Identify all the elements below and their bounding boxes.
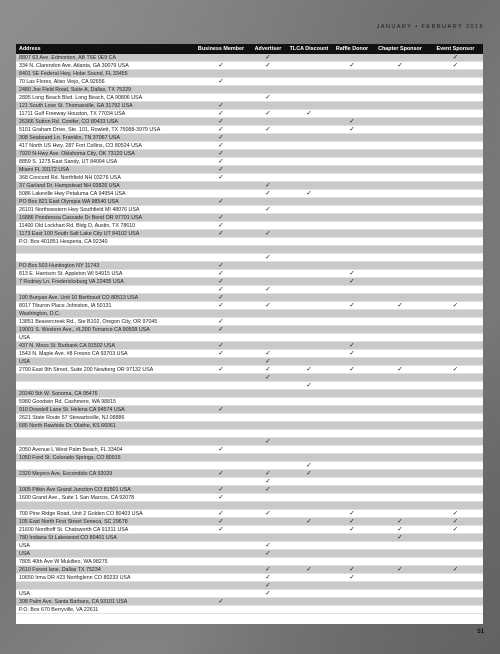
address-cell: 1005 Pitkin Ave Grand Junction CO 81501 USA (19, 486, 131, 493)
address-cell: 7805 40th Ave W Mukilteo, WA 98275 (19, 558, 108, 565)
table-row (16, 606, 483, 614)
business-member-check-icon: ✓ (218, 277, 224, 285)
business-member-check-icon: ✓ (218, 597, 224, 605)
raffle-donor-check-icon: ✓ (349, 341, 355, 349)
tlca-discount-check-icon: ✓ (306, 565, 312, 573)
chapter-sponsor-check-icon: ✓ (397, 301, 403, 309)
address-cell: USA (19, 590, 30, 597)
raffle-donor-check-icon: ✓ (349, 349, 355, 357)
address-cell: USA (19, 542, 30, 549)
address-cell: 1173 East 100 South Salt Lake City UT 84102 USA (19, 230, 140, 237)
business-member-check-icon: ✓ (218, 197, 224, 205)
business-member-check-icon: ✓ (218, 341, 224, 349)
address-cell: 2610 Forest lane, Dallas TX 75234 (19, 566, 101, 573)
address-cell: P.O. Box 670 Berryville, VA 22611 (19, 606, 99, 613)
chapter-sponsor-check-icon: ✓ (397, 61, 403, 69)
address-cell: 334 N. Clarendon Ave. Atlanta, GA 30079 USA (19, 62, 129, 69)
address-cell: P.O. Box 401851 Hesperia, CA 92340 (19, 238, 108, 245)
address-cell: 21600 Nordhoff St. Chatsworth CA 91311 USA (19, 526, 129, 533)
tlca-discount-check-icon: ✓ (306, 469, 312, 477)
business-member-check-icon: ✓ (218, 101, 224, 109)
column-header-event-sponsor: Event Sponsor (436, 46, 475, 52)
advertiser-check-icon: ✓ (265, 125, 271, 133)
advertiser-check-icon: ✓ (265, 437, 271, 445)
business-member-check-icon: ✓ (218, 301, 224, 309)
advertiser-check-icon: ✓ (265, 509, 271, 517)
address-cell: 1543 N. Maple Ave. #8 Fresno CA 93703 USA (19, 350, 128, 357)
advertiser-check-icon: ✓ (265, 109, 271, 117)
business-member-check-icon: ✓ (218, 485, 224, 493)
raffle-donor-check-icon: ✓ (349, 573, 355, 581)
address-cell: 8401 SE Federal Hwy, Hobe Sound, FL 33455 (19, 70, 128, 77)
business-member-check-icon: ✓ (218, 165, 224, 173)
address-cell: 2700 East 9th Street, Suite 200 Newberg OR 97132 USA (19, 366, 154, 373)
address-cell: USA (19, 550, 30, 557)
address-cell: 5101 Graham Drive, Ste. 101, Rowlett, TX 75088-3979 USA (19, 126, 161, 133)
advertiser-check-icon: ✓ (265, 93, 271, 101)
address-cell: 8017 Tiburon Place Johnston, IA 50131 (19, 302, 112, 309)
address-cell: 417 North US Hwy. 287 Fort Collins, CO 80524 USA (19, 142, 142, 149)
raffle-donor-check-icon: ✓ (349, 365, 355, 373)
address-cell: Miami FL 33172 USA (19, 166, 70, 173)
advertiser-check-icon: ✓ (265, 285, 271, 293)
table-row (16, 494, 483, 502)
column-header-chapter-sponsor: Chapter Sponsor (378, 46, 422, 52)
raffle-donor-check-icon: ✓ (349, 525, 355, 533)
advertiser-check-icon: ✓ (265, 253, 271, 261)
address-cell: PO Box 503 Huntington NY 11743 (19, 262, 100, 269)
advertiser-check-icon: ✓ (265, 181, 271, 189)
advertiser-check-icon: ✓ (265, 589, 271, 597)
business-member-check-icon: ✓ (218, 293, 224, 301)
business-member-check-icon: ✓ (218, 157, 224, 165)
business-member-check-icon: ✓ (218, 173, 224, 181)
address-cell: 16886 Ponderosa Cascade Dr Bend OR 97701 USA (19, 214, 143, 221)
business-member-check-icon: ✓ (218, 125, 224, 133)
advertiser-check-icon: ✓ (265, 573, 271, 581)
advertiser-check-icon: ✓ (265, 229, 271, 237)
address-cell: 700 Pine Ridge Road, Unit 2 Golden CO 80403 USA (19, 510, 143, 517)
table-row (16, 238, 483, 246)
business-member-check-icon: ✓ (218, 213, 224, 221)
business-member-check-icon: ✓ (218, 493, 224, 501)
address-cell: 2480 Joe Field Road, Suite A, Dallas, TX 75229 (19, 86, 132, 93)
address-cell: 26366 Sutton Rd. Conifer, CO 80433 USA (19, 118, 118, 125)
table-row (16, 78, 483, 86)
address-cell: 780 Indiana St Lakewood CO 80401 USA (19, 534, 117, 541)
address-cell: 1050 Ford St. Colorado Springs, CO 80915 (19, 454, 121, 461)
address-cell: 7920 N-Hwy Ave. Oklahoma City, OK 73120 USA (19, 150, 135, 157)
raffle-donor-check-icon: ✓ (349, 301, 355, 309)
address-cell: 2621 State Route 57 Stewartsville, NJ 08886 (19, 414, 125, 421)
raffle-donor-check-icon: ✓ (349, 565, 355, 573)
business-member-check-icon: ✓ (218, 61, 224, 69)
table-row (16, 62, 483, 70)
address-cell: 11400 Old Lockhart Rd, Bldg D, Austin, TX 78610 (19, 222, 136, 229)
tlca-discount-check-icon: ✓ (306, 189, 312, 197)
raffle-donor-check-icon: ✓ (349, 509, 355, 517)
chapter-sponsor-check-icon: ✓ (397, 517, 403, 525)
raffle-donor-check-icon: ✓ (349, 117, 355, 125)
tlca-discount-check-icon: ✓ (306, 517, 312, 525)
chapter-sponsor-check-icon: ✓ (397, 525, 403, 533)
table-row (16, 454, 483, 462)
column-header-raffle-donor: Raffle Donor (335, 46, 369, 52)
business-member-check-icon: ✓ (218, 445, 224, 453)
chapter-sponsor-check-icon: ✓ (397, 365, 403, 373)
business-member-check-icon: ✓ (218, 109, 224, 117)
event-sponsor-check-icon: ✓ (452, 61, 459, 69)
table-row (16, 326, 483, 334)
column-header-advertiser: Advertiser (254, 46, 282, 52)
address-cell: 19001 S. Western Ave., #L200 Torrance CA 90509 USA (19, 326, 150, 333)
business-member-check-icon: ✓ (218, 525, 224, 533)
business-member-check-icon: ✓ (218, 317, 224, 325)
advertiser-check-icon: ✓ (265, 477, 271, 485)
address-cell: 37 Garland Dr. Hampstead NH 03826 USA (19, 182, 120, 189)
address-cell: 5980 Goodwin Rd. Cashmere, WA 98815 (19, 398, 116, 405)
address-cell: USA (19, 358, 30, 365)
raffle-donor-check-icon: ✓ (349, 269, 355, 277)
event-sponsor-check-icon: ✓ (452, 525, 459, 533)
advertiser-check-icon: ✓ (265, 189, 271, 197)
event-sponsor-check-icon: ✓ (452, 517, 459, 525)
table-row (16, 390, 483, 398)
advertiser-check-icon: ✓ (265, 541, 271, 549)
business-member-check-icon: ✓ (218, 117, 224, 125)
advertiser-check-icon: ✓ (265, 301, 271, 309)
advertiser-check-icon: ✓ (265, 53, 271, 61)
event-sponsor-check-icon: ✓ (452, 301, 459, 309)
address-cell: 70 Las Flores, Aliso Viejo, CA 92656 (19, 78, 105, 85)
business-member-check-icon: ✓ (218, 349, 224, 357)
raffle-donor-check-icon: ✓ (349, 517, 355, 525)
business-member-check-icon: ✓ (218, 365, 224, 373)
address-cell: 5086 Lakeville Hwy Petaluma CA 94954 USA (19, 190, 126, 197)
address-cell: Washington, D.C. (19, 310, 61, 317)
table-row (16, 550, 483, 558)
tlca-discount-check-icon: ✓ (306, 381, 312, 389)
raffle-donor-check-icon: ✓ (349, 125, 355, 133)
table-row (16, 406, 483, 414)
advertiser-check-icon: ✓ (265, 549, 271, 557)
chapter-sponsor-check-icon: ✓ (397, 533, 403, 541)
table-row (16, 374, 483, 382)
raffle-donor-check-icon: ✓ (349, 277, 355, 285)
address-cell: 10650 Irma DR #23 Northglenn CO 80233 USA (19, 574, 131, 581)
advertiser-check-icon: ✓ (265, 373, 271, 381)
advertiser-check-icon: ✓ (265, 349, 271, 357)
table-row (16, 422, 483, 430)
address-cell: 11711 Gulf Freeway Houston, TX 77034 USA (19, 110, 126, 117)
table-header (16, 44, 483, 54)
address-cell: 2050 Avenue L West Palm Beach, FL 33404 (19, 446, 123, 453)
address-cell: 20240 5th W. Sonoma, CA 95476 (19, 390, 98, 397)
business-member-check-icon: ✓ (218, 285, 224, 293)
tlca-discount-check-icon: ✓ (306, 461, 312, 469)
column-header-address: Address (19, 46, 41, 52)
business-member-check-icon: ✓ (218, 509, 224, 517)
address-cell: 1600 Grand Ave., Suite 1 San Marcos, CA 92078 (19, 494, 135, 501)
advertiser-check-icon: ✓ (265, 565, 271, 573)
advertiser-check-icon: ✓ (265, 61, 271, 69)
table-row (16, 302, 483, 310)
business-member-check-icon: ✓ (218, 141, 224, 149)
advertiser-check-icon: ✓ (265, 205, 271, 213)
address-cell: 190 Bunyan Ave. Unit 10 Berthoud CO 80513 USA (19, 294, 139, 301)
directory-table (16, 44, 483, 624)
table-row (16, 414, 483, 422)
address-cell: USA (19, 334, 30, 341)
business-member-check-icon: ✓ (218, 261, 224, 269)
business-member-check-icon: ✓ (218, 325, 224, 333)
address-cell: 2320 Meyers Ave, Escondido CA 92029 (19, 470, 113, 477)
business-member-check-icon: ✓ (218, 77, 224, 85)
advertiser-check-icon: ✓ (265, 469, 271, 477)
advertiser-check-icon: ✓ (265, 365, 271, 373)
business-member-check-icon: ✓ (218, 229, 224, 237)
address-cell: 2895 Long Beach Blvd. Long Beach, CA 90806 USA (19, 94, 143, 101)
address-cell: 685 North Rawhide Dr. Olathe, KS 66061 (19, 422, 116, 429)
business-member-check-icon: ✓ (218, 469, 224, 477)
event-sponsor-check-icon: ✓ (452, 365, 459, 373)
business-member-check-icon: ✓ (218, 133, 224, 141)
chapter-sponsor-check-icon: ✓ (397, 565, 403, 573)
address-cell: 308 Seaboard Ln. Franklin, TN 37067 USA (19, 134, 120, 141)
event-sponsor-check-icon: ✓ (452, 509, 459, 517)
issue-date-masthead: JANUARY • FEBRUARY 2015 (376, 24, 484, 30)
advertiser-check-icon: ✓ (265, 581, 271, 589)
address-cell: 8807 63 Ave. Edmonton, AB T6E 0E9 CA (19, 54, 116, 61)
event-sponsor-check-icon: ✓ (452, 565, 459, 573)
table-row (16, 446, 483, 454)
business-member-check-icon: ✓ (218, 149, 224, 157)
column-header-business-member: Business Member (197, 46, 245, 52)
tlca-discount-check-icon: ✓ (306, 365, 312, 373)
table-body (16, 54, 483, 614)
address-cell: PO Box 821 East Olympia WA 98540 USA (19, 198, 119, 205)
page-number: 51 (477, 629, 484, 635)
address-cell: 7 Rodney Ln. Fredericksburg VA 22405 USA (19, 278, 124, 285)
address-cell: 437 N. Moss St. Burbank CA 91502 USA (19, 342, 115, 349)
address-cell: 368 Concord Rd. Northfield NH 03276 USA (19, 174, 121, 181)
business-member-check-icon: ✓ (218, 405, 224, 413)
business-member-check-icon: ✓ (218, 221, 224, 229)
address-cell: 308 Palm Ave. Santa Barbara, CA 93101 USA (19, 598, 128, 605)
tlca-discount-check-icon: ✓ (306, 109, 312, 117)
table-row (16, 230, 483, 238)
business-member-check-icon: ✓ (218, 269, 224, 277)
address-cell: 13851 Beavercreek Rd., Ste B102, Oregon City, OR 97045 (19, 318, 158, 325)
address-cell: 8859 S. 1275 East Sandy, UT 84094 USA (19, 158, 118, 165)
column-header-tlca-discount: TLCA Discount (289, 46, 329, 52)
table-row (16, 382, 483, 390)
address-cell: 910 Dowdell Lane St. Helena CA 94574 USA (19, 406, 125, 413)
address-cell: 105 East North First Street Seneca, SC 29678 (19, 518, 128, 525)
table-row (16, 598, 483, 606)
event-sponsor-check-icon: ✓ (452, 53, 459, 61)
address-cell: 26101 Northwestern Hwy Southfield MI 48076 USA (19, 206, 140, 213)
address-cell: 813 E. Harrison St. Appleton WI 54915 USA (19, 270, 123, 277)
advertiser-check-icon: ✓ (265, 357, 271, 365)
raffle-donor-check-icon: ✓ (349, 61, 355, 69)
business-member-check-icon: ✓ (218, 517, 224, 525)
address-cell: 121 South Love St. Thomasville, GA 31792 USA (19, 102, 133, 109)
advertiser-check-icon: ✓ (265, 485, 271, 493)
